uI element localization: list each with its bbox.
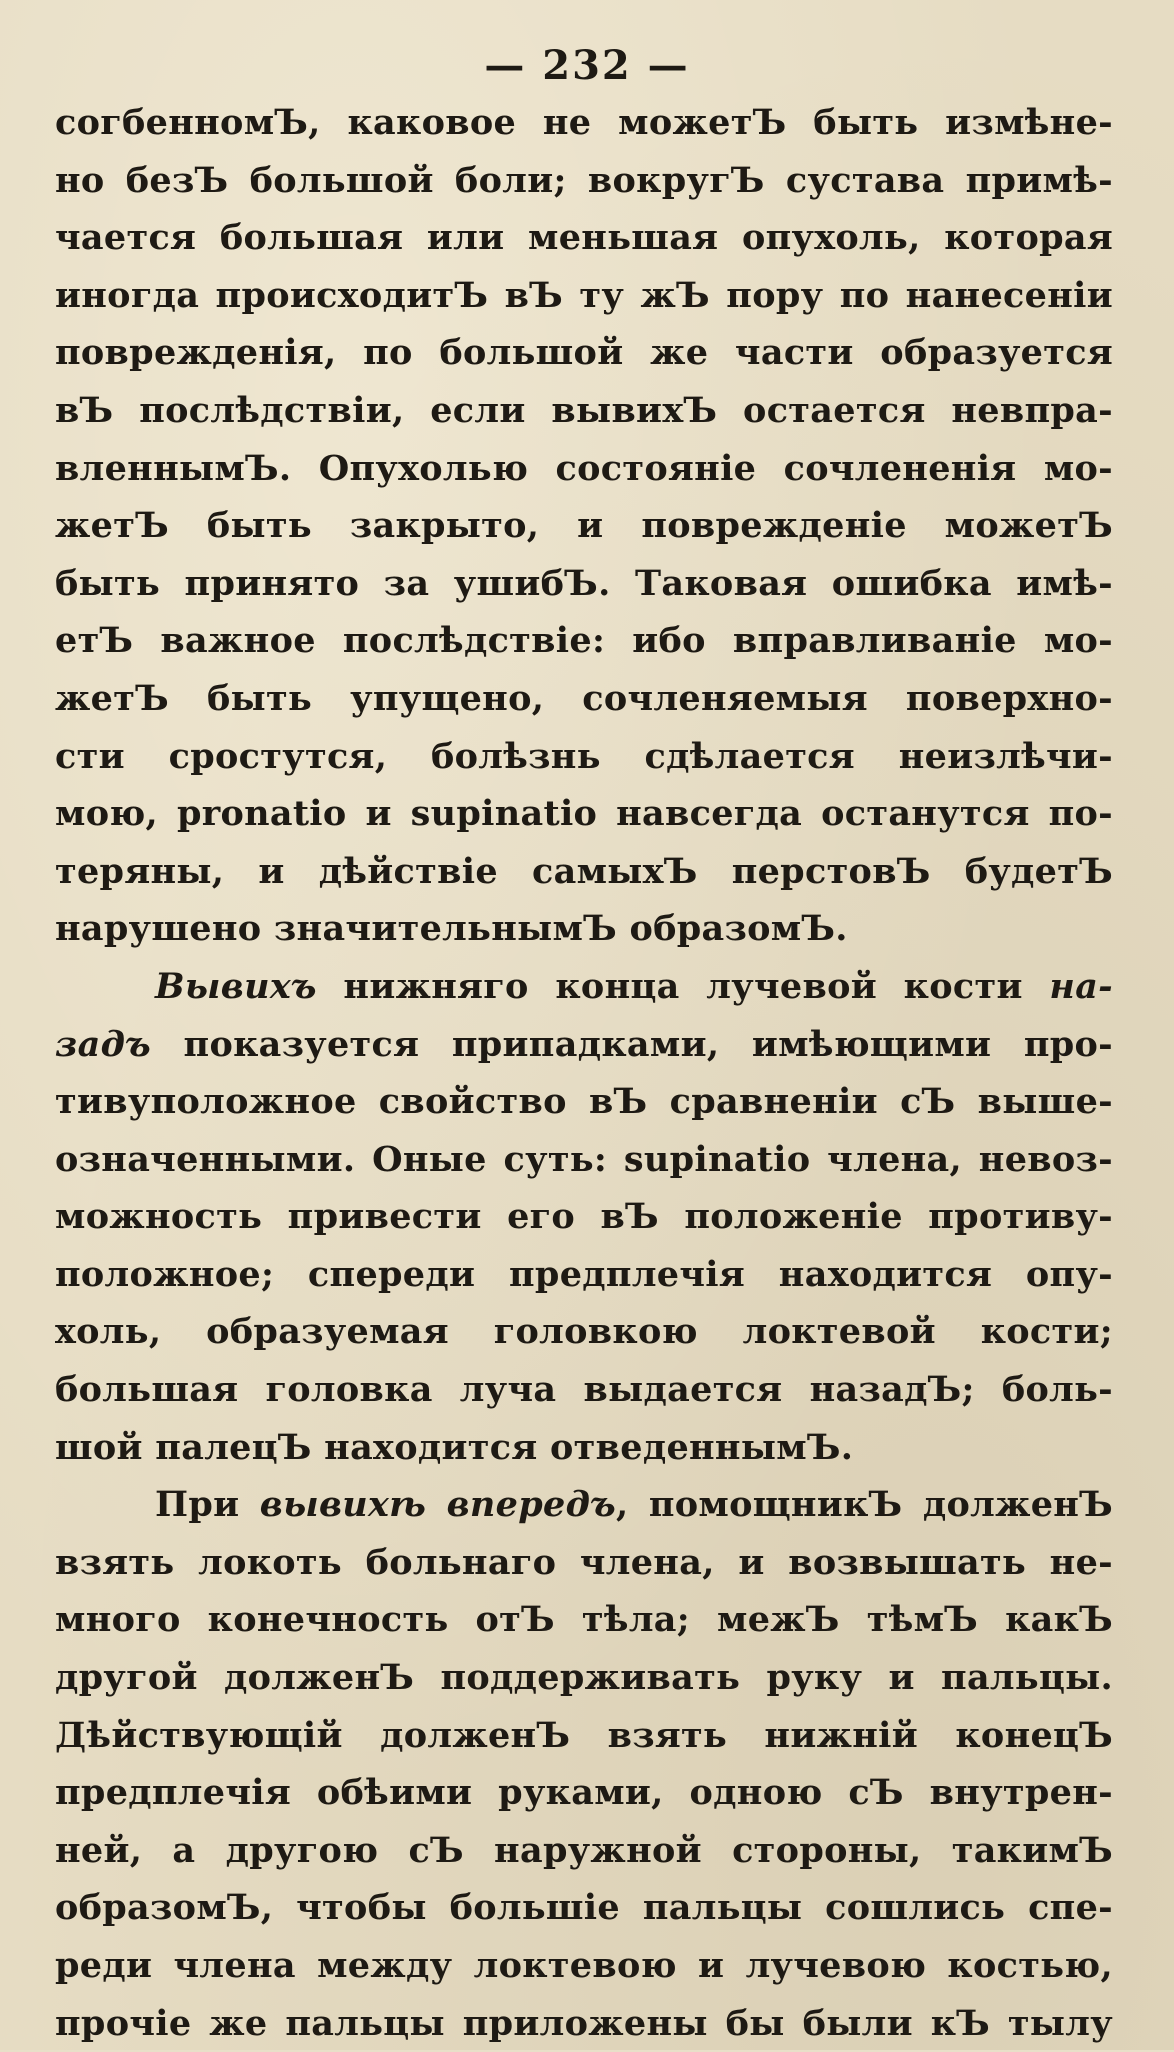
- text-line: задъ показуется припадками, имѣющими про-: [55, 1023, 1113, 1065]
- text-line: Дѣйствующiй долженЪ взять нижнiй конецЪ: [55, 1714, 1113, 1756]
- text-line: можность привести его вЪ положенiе противу-: [55, 1196, 1113, 1238]
- text-line: предплечiя обѣими руками, одною сЪ внутрен-: [55, 1772, 1113, 1814]
- text-line: жетЪ быть упущено, сочленяемыя поверхно-: [55, 677, 1113, 719]
- text-line: нарушено значительнымЪ образомЪ.: [55, 908, 848, 950]
- text-line: образомЪ, чтобы большiе пальцы сошлись спе-: [55, 1887, 1113, 1929]
- text-line: поврежденiя, по большой же части образуется: [55, 332, 1113, 374]
- text-line: теряны, и дѣйствiе самыхЪ перстовЪ будетЪ: [55, 850, 1113, 892]
- text-line: много конечность отЪ тѣла; межЪ тѣмЪ какЪ: [55, 1599, 1113, 1641]
- italic-term: на-: [1049, 965, 1113, 1007]
- text-line: ней, а другою сЪ наружной стороны, такимЪ: [55, 1829, 1113, 1871]
- text-line: тивуположное свойство вЪ сравненiи сЪ выше-: [55, 1081, 1113, 1123]
- text-line: При вывихѣ впередъ, помощникЪ долженЪ: [155, 1484, 1113, 1526]
- text-line: холь, образуемая головкою локтевой кости;: [55, 1311, 1113, 1353]
- text-line: быть принято за ушибЪ. Таковая ошибка имѣ-: [55, 562, 1113, 604]
- text-line: другой долженЪ поддерживать руку и пальцы.: [55, 1657, 1113, 1699]
- text-line: вЪ послѣдствiи, если вывихЪ остается невпра-: [55, 389, 1113, 431]
- text-line: мою, pronatio и supinatio навсегда останутся по-: [55, 793, 1113, 835]
- text-line: положное; спереди предплечiя находится опу-: [55, 1253, 1113, 1295]
- text-line: но безЪ большой боли; вокругЪ сустава примѣ-: [55, 159, 1113, 201]
- italic-term: вывихѣ: [259, 1484, 427, 1526]
- italic-term: задъ: [55, 1023, 151, 1065]
- text-line: Вывихъ нижняго конца лучевой кости на-: [155, 965, 1113, 1007]
- text-line: прочiе же пальцы приложены бы были кЪ тылу: [55, 2002, 1113, 2044]
- text-line: шой палецЪ находится отведеннымЪ.: [55, 1426, 854, 1468]
- text-line: означенными. Оные суть: supinatio члена, невоз-: [55, 1138, 1113, 1180]
- text-line: реди члена между локтевою и лучевою костью,: [55, 1945, 1113, 1986]
- body-text: [55, 94, 1113, 2052]
- text-line: сти сростутся, болѣзнь сдѣлается неизлѣчи-: [55, 735, 1113, 777]
- text-line: жетЪ быть закрыто, и поврежденiе можетЪ: [55, 505, 1113, 547]
- italic-term: Вывихъ: [155, 965, 317, 1007]
- italic-term: впередъ: [446, 1484, 616, 1526]
- page-number: — 232 —: [484, 42, 690, 89]
- text-line: большая головка луча выдается назадЪ; боль-: [55, 1369, 1113, 1411]
- text-line: согбенномЪ, каковое не можетЪ быть измѣне-: [55, 102, 1113, 143]
- text-line: чается большая или меньшая опухоль, которая: [55, 217, 1113, 259]
- text-line: иногда происходитЪ вЪ ту жЪ пору по нанесенiи: [55, 274, 1113, 316]
- text-line: етЪ важное послѣдствiе: ибо вправливанiе мо-: [55, 620, 1113, 662]
- text-line: вленнымЪ. Опухолью состоянiе сочлененiя мо-: [55, 447, 1113, 489]
- text-line: взять локоть больнаго члена, и возвышать не-: [55, 1541, 1113, 1583]
